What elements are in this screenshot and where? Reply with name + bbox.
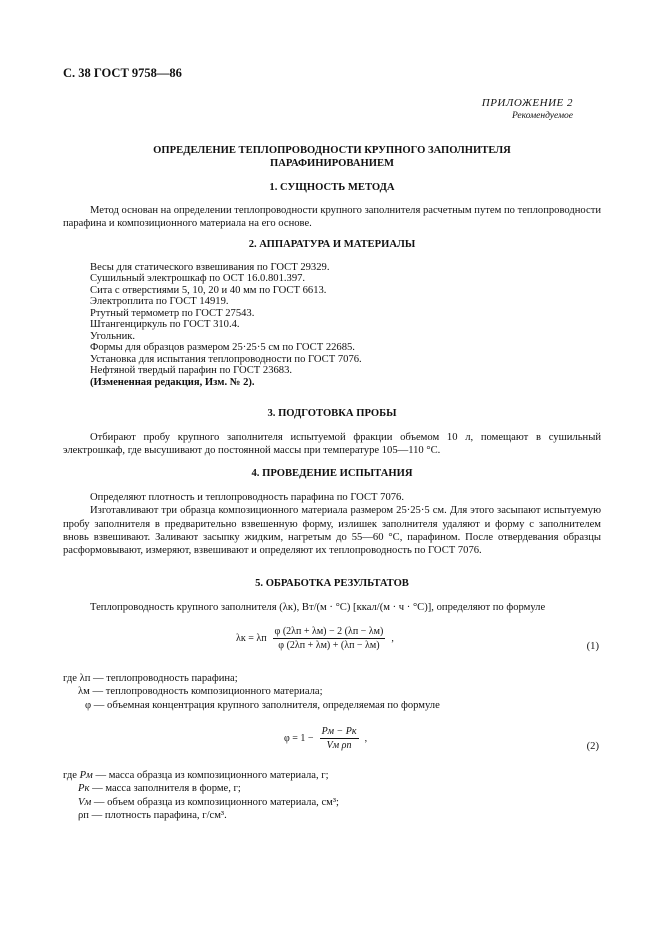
numerator: Pм − Pк [321,726,357,737]
section-4-text [63,491,601,557]
section-heading: 5. ОБРАБОТКА РЕЗУЛЬТАТОВ [255,578,409,589]
symbol: Vм [78,796,92,808]
title-line: ОПРЕДЕЛЕНИЕ ТЕПЛОПРОВОДНОСТИ КРУПНОГО ЗАПОЛНИТЕЛЯ [153,145,511,156]
section-1-text [63,204,601,231]
section-heading: 3. ПОДГОТОВКА ПРОБЫ [267,408,397,419]
where-list-1 [63,672,601,712]
appendix-label: ПРИЛОЖЕНИЕ 2 [481,97,573,109]
page-header: С. 38 ГОСТ 9758—86 [63,66,182,80]
symbol: ρп [78,809,89,821]
symbol: Pк [78,783,90,795]
definition: — объем образца из композиционного материала, см³; [93,796,339,808]
section-5-text [63,601,601,614]
definition: — масса заполнителя в форме, г; [92,783,241,795]
definition: — теплопроводность парафина; [93,673,238,684]
list-item: Весы для статического взвешивания по ГОСТ 29329. [90,262,330,273]
formula-punct: , [391,633,394,644]
definition-item [63,769,601,782]
list-item: Нефтяной твердый парафин по ГОСТ 23683. [90,365,293,377]
equation-number: (2) [586,741,599,752]
definition-item [63,782,601,795]
formula-1 [236,626,394,651]
formula-punct: , [364,733,368,744]
list-item: Электроплита по ГОСТ 14919. [90,296,229,308]
definition: — объемная концентрация крупного заполнителя, определяемая по формуле [93,699,440,711]
symbol: φ [85,699,92,711]
definition: — теплопроводность композиционного материала; [92,686,323,698]
paragraph: Метод основан на определении теплопроводности крупного заполнителя расчетным путем по теплопроводности парафина и композиционного материала на его основе. [63,205,601,230]
formula-lhs: λк = λп [236,633,267,644]
definition-item [63,699,601,712]
where-list-2 [63,769,601,822]
where-prefix: где [63,770,77,781]
symbol: Pм [79,770,93,781]
denominator: Vм ρп [326,740,352,751]
appendix-status: Рекомендуемое [511,111,573,121]
definition-item [63,685,601,698]
where-prefix: где [63,673,77,684]
list-item: Установка для испытания теплопроводности по ГОСТ 7076. [90,353,362,365]
document-title [63,144,601,170]
definition-item [63,809,601,822]
formula-lhs: φ = 1 − [284,733,314,744]
numerator: φ (2λп + λм) − 2 (λп − λм) [274,626,384,637]
list-item: Ртутный термометр по ГОСТ 27543. [90,307,255,319]
list-item: Сушильный электрошкаф по ОСТ 16.0.801.397. [90,273,306,285]
list-item: Угольник. [90,330,136,342]
symbol: λп [79,673,91,684]
symbol: λм [78,686,90,698]
list-item: Формы для образцов размером 25·25·5 см по ГОСТ 22685. [90,342,355,354]
equation-number: (1) [586,641,599,652]
section-heading: 4. ПРОВЕДЕНИЕ ИСПЫТАНИЯ [251,468,413,479]
fraction [273,626,386,651]
list-item: Сита с отверстиями 5, 10, 20 и 40 мм по ГОСТ 6613. [90,284,327,296]
title-line: ПАРАФИНИРОВАНИЕМ [269,158,395,169]
paragraph: Изготавливают три образца композиционного материала размером 25·25·5 см. Для этого засыпают испытуемую пробу заполнителя в предварительно взвешенную форму, излишек заполнителя удаляют и форму с заполнителем вновь взвешивают. Заливают засыпку жидким, нагретым до 55—60 °С, парафином. После отвердевания образцы расформовывают, измеряют, взвешивают и определяют их теплопроводность по ГОСТ 7076. [63,505,601,557]
paragraph: Теплопроводность крупного заполнителя (λк), Вт/(м · °С) [ккал/(м · ч · °С)], определяют по формуле [90,602,546,613]
paragraph: Отбирают пробу крупного заполнителя испытуемой фракции объемом 10 л, помещают в сушильный электрошкаф, где высушивают до постоянной массы при температуре 105—110 °С. [63,432,601,457]
fraction [320,726,359,751]
section-heading: 1. СУЩНОСТЬ МЕТОДА [269,182,395,193]
section-heading: 2. АППАРАТУРА И МАТЕРИАЛЫ [248,239,416,250]
definition: — масса образца из композиционного материала, г; [95,770,329,781]
denominator: φ (2λп + λм) + (λп − λм) [278,640,380,651]
paragraph: Определяют плотность и теплопроводность парафина по ГОСТ 7076. [90,492,404,503]
amendment-note: (Измененная редакция, Изм. № 2). [90,376,255,388]
definition: — плотность парафина, г/см³. [91,809,227,821]
equipment-list [90,262,628,388]
list-item: Штангенциркуль по ГОСТ 310.4. [90,319,240,331]
section-3-text [63,431,601,458]
formula-2 [284,726,367,751]
definition-item [63,796,601,809]
definition-item [63,672,601,685]
